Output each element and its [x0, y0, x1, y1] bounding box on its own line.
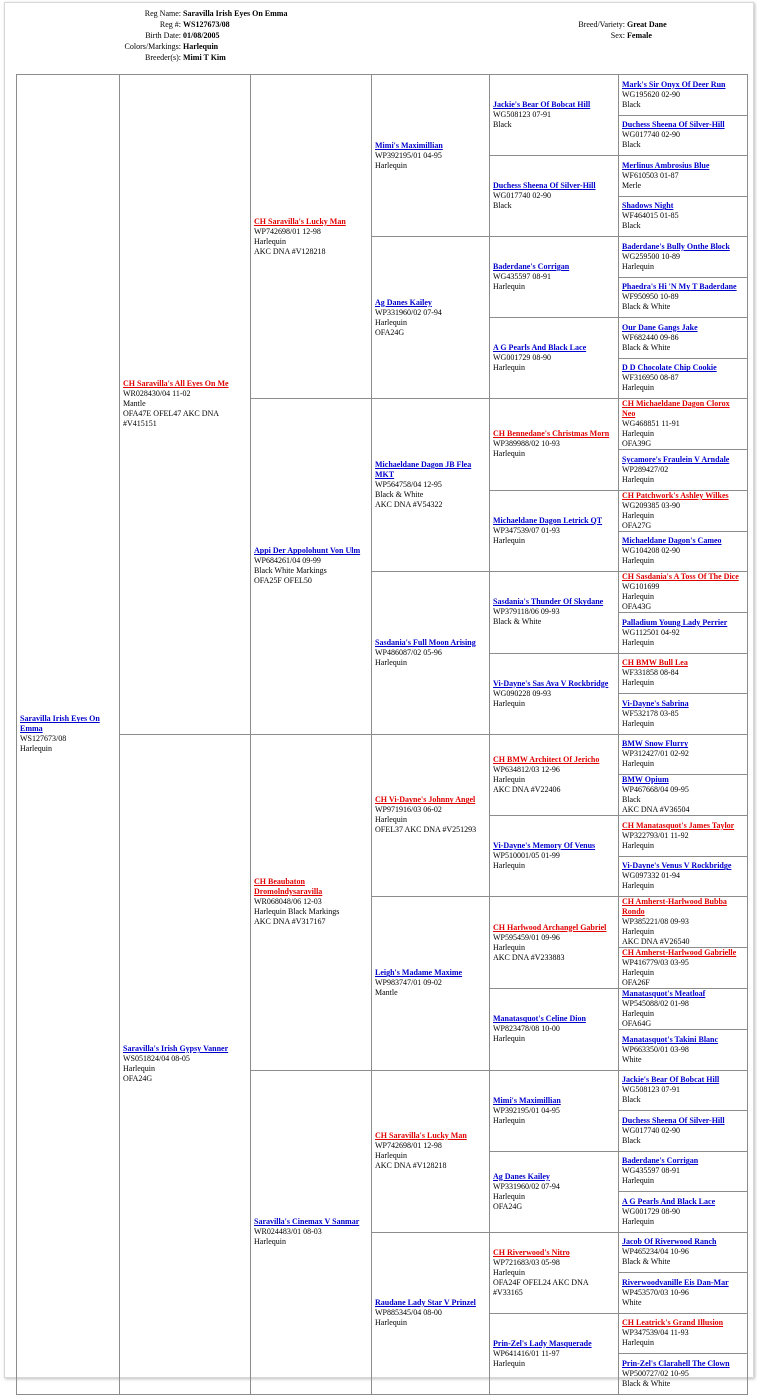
- dog-name-link[interactable]: Duchess Sheena Of Silver-Hill: [622, 120, 725, 130]
- pedigree-cell-gen5: [619, 399, 748, 450]
- dog-detail-line: WG508123 07-91: [622, 1085, 680, 1095]
- dog-detail-line: WP312427/01 02-92: [622, 749, 689, 759]
- dog-detail-line: Harlequin: [375, 1318, 407, 1327]
- pedigree-cell-gen2: [251, 1070, 372, 1394]
- dog-name-link[interactable]: Manatasquot's Takini Blanc: [622, 1034, 719, 1044]
- dog-detail-line: WP322793/01 11-92: [622, 830, 689, 840]
- pedigree-cell-gen4: [490, 1232, 619, 1313]
- dog-detail-line: Harlequin: [375, 815, 407, 825]
- dog-detail-line: WP634812/03 12-96: [493, 764, 560, 774]
- pedigree-cell-gen3: [372, 572, 490, 735]
- dog-detail-line: WF950950 10-89: [622, 292, 679, 302]
- dog-detail-line: WP347539/07 01-93: [493, 525, 560, 535]
- dog-detail-line: Harlequin: [493, 282, 525, 291]
- dog-detail-line: WP486087/02 05-96: [375, 647, 442, 657]
- pedigree-cell-gen4: [490, 490, 619, 572]
- dog-detail-line: AKC DNA #V128218: [254, 246, 326, 256]
- pedigree-cell-gen1: [120, 75, 251, 735]
- dog-detail-line: WP684261/04 09-99: [254, 556, 321, 566]
- dog-name-link[interactable]: Mimi's Maximillian: [493, 1095, 561, 1105]
- dog-detail-line: Harlequin: [622, 383, 654, 393]
- dog-detail-line: Harlequin: [622, 1216, 654, 1226]
- dog-detail-line: Harlequin: [622, 759, 654, 769]
- pedigree-cell-gen2: [251, 75, 372, 399]
- dog-name-link[interactable]: Vi-Dayne's Memory Of Venus: [493, 841, 596, 850]
- pedigree-cell-gen4: [490, 237, 619, 318]
- dog-name-link[interactable]: Palladium Young Lady Perrier: [622, 617, 728, 627]
- pedigree-cell-gen1: [120, 734, 251, 1394]
- pedigree-cell-gen4: [490, 572, 619, 654]
- dog-detail-line: Harlequin: [493, 363, 525, 372]
- dog-detail-line: Harlequin: [493, 942, 525, 952]
- dog-detail-line: Harlequin: [622, 556, 654, 566]
- breeder-value: Mimi T Kim: [183, 53, 226, 62]
- dog-detail-line: Black: [622, 795, 641, 804]
- pedigree-cell-gen4: [490, 318, 619, 399]
- dog-name-link[interactable]: Vi-Dayne's Sas Ava V Rockbridge: [493, 678, 609, 688]
- pedigree-cell-gen5: [619, 1151, 748, 1192]
- dog-detail-line: Black: [622, 140, 641, 150]
- dog-detail-line: Black & White: [622, 342, 671, 352]
- pedigree-cell-gen5: [619, 694, 748, 735]
- pedigree-cell-gen5: [619, 816, 748, 857]
- dog-detail-line: OFA39G: [622, 439, 652, 448]
- dog-detail-line: WG097332 01-94: [622, 871, 680, 881]
- dog-name-link[interactable]: Raudane Lady Star V Prinzel: [375, 1298, 476, 1307]
- dog-name-link[interactable]: Duchess Sheena Of Silver-Hill: [493, 181, 596, 190]
- dog-detail-line: Black & White: [622, 1378, 671, 1388]
- reg-name-label: Reg Name:: [144, 9, 181, 18]
- pedigree-cell-gen5: [619, 1354, 748, 1395]
- pedigree-cell-gen5: [619, 1070, 748, 1111]
- dog-detail-line: WP823478/08 10-00: [493, 1024, 560, 1034]
- dog-name-link[interactable]: CH Amherst-Harlwood Gabrielle: [622, 948, 737, 957]
- dog-detail-line: Harlequin: [493, 449, 525, 459]
- dog-detail-line: Harlequin: [254, 236, 286, 246]
- dog-name-link[interactable]: Saravilla Irish Eyes On Emma: [20, 714, 100, 734]
- dog-detail-line: Harlequin: [622, 1176, 654, 1186]
- pedigree-table: [16, 74, 748, 1395]
- dog-detail-line: WP289427/02: [622, 464, 669, 474]
- pedigree-row: [17, 734, 748, 775]
- dog-detail-line: Black & White: [375, 490, 424, 499]
- pedigree-cell-gen5: [619, 1273, 748, 1314]
- dog-name-link[interactable]: CH Harlwood Archangel Gabriel: [493, 922, 607, 932]
- dog-name-link[interactable]: Sasdania's Thunder Of Skydane: [493, 597, 604, 607]
- dog-name-link[interactable]: CH BMW Bull Lea: [622, 658, 688, 668]
- dog-detail-line: Harlequin: [622, 637, 654, 647]
- pedigree-cell-gen4: [490, 75, 619, 156]
- dog-detail-line: Harlequin: [493, 1034, 525, 1044]
- pedigree-cell-gen5: [619, 734, 748, 775]
- dog-detail-line: Black White Markings: [254, 566, 327, 576]
- dog-detail-line: Harlequin: [375, 160, 407, 170]
- dog-name-link[interactable]: BMW Opium: [622, 775, 669, 784]
- reg-no-value: WS127673/08: [183, 20, 230, 29]
- birth-date-value: 01/08/2005: [183, 31, 220, 40]
- pedigree-cell-gen5: [619, 1232, 748, 1273]
- dog-name-link[interactable]: CH Leatrick's Grand Illusion: [622, 1318, 724, 1328]
- dog-name-link[interactable]: Michaeldane Dagon's Cameo: [622, 536, 722, 546]
- pedigree-cell-gen4: [490, 734, 619, 816]
- dog-detail-line: WP500727/02 10-95: [622, 1368, 689, 1378]
- dog-detail-line: OFA25F OFEL50: [254, 576, 312, 586]
- dog-detail-line: Black & White: [493, 617, 542, 627]
- pedigree-cell-gen0: [17, 75, 120, 1395]
- dog-detail-line: Harlequin Black Markings: [254, 907, 340, 916]
- dog-detail-line: OFA24G: [123, 1074, 153, 1083]
- pedigree-cell-gen5: [619, 115, 748, 156]
- dog-detail-line: Harlequin: [622, 840, 654, 850]
- dog-detail-line: Harlequin: [254, 1237, 286, 1246]
- dog-detail-line: WG101699: [622, 582, 660, 591]
- sex-label: Sex:: [610, 31, 625, 40]
- dog-detail-line: WP742698/01 12-98: [375, 1141, 442, 1150]
- dog-detail-line: Harlequin: [20, 744, 52, 754]
- pedigree-cell-gen4: [490, 897, 619, 989]
- dog-detail-line: Harlequin: [493, 1358, 525, 1368]
- dog-detail-line: Harlequin: [375, 1151, 407, 1160]
- pedigree-cell-gen5: [619, 775, 748, 816]
- dog-name-link[interactable]: A G Pearls And Black Lace: [622, 1196, 716, 1206]
- dog-detail-line: WR028430/04 11-02: [123, 389, 191, 399]
- dog-detail-line: Harlequin: [493, 698, 525, 708]
- dog-detail-line: WG017740 02-90: [493, 191, 551, 200]
- dog-detail-line: Harlequin: [493, 1267, 525, 1277]
- dog-detail-line: AKC DNA #V22406: [493, 784, 561, 794]
- dog-name-link[interactable]: Leigh's Madame Maxime: [375, 968, 463, 978]
- breeder-label: Breeder(s):: [145, 53, 181, 62]
- dog-detail-line: OFA64G: [622, 1019, 652, 1028]
- dog-detail-line: WF464015 01-85: [622, 211, 679, 221]
- dog-detail-line: WP545088/02 01-98: [622, 999, 689, 1008]
- pedigree-cell-gen5: [619, 318, 748, 359]
- reg-name-value: Saravilla Irish Eyes On Emma: [183, 9, 288, 18]
- dog-detail-line: WP742698/01 12-98: [254, 226, 321, 236]
- dog-name-link[interactable]: Phaedra's Hi 'N My T Baderdane: [622, 282, 737, 292]
- breed-row: [505, 19, 667, 30]
- dog-detail-line: WG017740 02-90: [622, 1125, 680, 1135]
- colors-value: Harlequin: [183, 42, 219, 51]
- pedigree-cell-gen5: [619, 490, 748, 531]
- dog-name-link[interactable]: CH Patchwork's Ashley Wilkes: [622, 490, 729, 500]
- dog-detail-line: OFA24F OFEL24 AKC DNA #V33165: [493, 1277, 589, 1297]
- dog-detail-line: WP663350/01 03-98: [622, 1044, 689, 1054]
- dog-detail-line: WG001729 08-90: [622, 1206, 680, 1216]
- dog-detail-line: WP385221/08 09-93: [622, 917, 689, 926]
- dog-detail-line: WP564758/04 12-95: [375, 480, 442, 489]
- dog-name-link[interactable]: Baderdane's Corrigan: [493, 262, 570, 271]
- dog-name-link[interactable]: Vi-Dayne's Sabrina: [622, 698, 689, 708]
- dog-detail-line: Black: [622, 1135, 641, 1145]
- dog-name-link[interactable]: Vi-Dayne's Venus V Rockbridge: [622, 861, 732, 871]
- dog-detail-line: Black: [622, 1095, 641, 1105]
- pedigree-cell-gen5: [619, 1030, 748, 1071]
- dog-detail-line: WG468851 11-91: [622, 419, 680, 428]
- dog-detail-line: Harlequin: [622, 1009, 654, 1018]
- dog-name-link[interactable]: Jacob Of Riverwood Ranch: [622, 1237, 717, 1247]
- pedigree-cell-gen5: [619, 948, 748, 989]
- dog-detail-line: WP971916/03 06-02: [375, 805, 442, 815]
- dog-detail-line: AKC DNA #V317167: [254, 917, 326, 926]
- header-right: [505, 19, 667, 41]
- dog-name-link[interactable]: CH Beaubaton Dromolndysaravilla: [254, 877, 323, 896]
- dog-name-link[interactable]: CH Vi-Dayne's Johnny Angel: [375, 795, 476, 805]
- dog-detail-line: Harlequin: [375, 317, 407, 327]
- dog-name-link[interactable]: Duchess Sheena Of Silver-Hill: [622, 1115, 725, 1125]
- pedigree-cell-gen5: [619, 613, 748, 654]
- dog-name-link[interactable]: CH Saravilla's All Eyes On Me: [123, 379, 229, 389]
- dog-name-link[interactable]: Manatasquot's Meatloaf: [622, 989, 706, 998]
- dog-detail-line: Black & White: [622, 1257, 671, 1267]
- dog-detail-line: Black: [493, 120, 512, 129]
- dog-detail-line: Mantle: [375, 988, 398, 998]
- pedigree-cell-gen3: [372, 734, 490, 897]
- dog-name-link[interactable]: CH Manatasquot's James Taylor: [622, 820, 735, 830]
- dog-name-link[interactable]: Baderdane's Corrigan: [622, 1156, 699, 1166]
- dog-detail-line: WP595459/01 09-96: [493, 932, 560, 942]
- dog-detail-line: WP379118/06 09-93: [493, 607, 560, 617]
- dog-name-link[interactable]: CH Michaeldane Dagon Clorox Neo: [622, 399, 730, 418]
- pedigree-cell-gen3: [372, 75, 490, 237]
- pedigree-cell-gen4: [490, 1151, 619, 1232]
- dog-detail-line: Harlequin: [622, 1338, 654, 1348]
- dog-detail-line: OFA47E OFEL47 AKC DNA #V415151: [123, 409, 219, 429]
- dog-name-link[interactable]: Mimi's Maximillian: [375, 140, 443, 150]
- dog-detail-line: WP510001/05 01-99: [493, 851, 560, 860]
- pedigree-cell-gen5: [619, 1192, 748, 1233]
- dog-detail-line: AKC DNA #V128218: [375, 1161, 447, 1170]
- dog-name-link[interactable]: Prin-Zel's Clarahell The Clown: [622, 1358, 730, 1368]
- dog-name-link[interactable]: Michaeldane Dagon Letrick QT: [493, 515, 603, 525]
- birth-date-row: [5, 30, 287, 41]
- dog-detail-line: Harlequin: [622, 429, 654, 438]
- dog-name-link[interactable]: A G Pearls And Black Lace: [493, 343, 587, 352]
- pedigree-cell-gen5: [619, 1111, 748, 1152]
- pedigree-cell-gen4: [490, 1070, 619, 1151]
- dog-detail-line: WG508123 07-91: [493, 110, 551, 119]
- dog-detail-line: WF682440 09-86: [622, 332, 679, 342]
- dog-name-link[interactable]: Baderdane's Bully Onthe Block: [622, 241, 730, 251]
- dog-detail-line: Harlequin: [622, 510, 654, 520]
- pedigree-cell-gen5: [619, 856, 748, 897]
- dog-name-link[interactable]: Shadows Night: [622, 201, 674, 211]
- dog-detail-line: WF610503 01-87: [622, 170, 679, 180]
- pedigree-cell-gen5: [619, 531, 748, 572]
- dog-detail-line: OFEL37 AKC DNA #V251293: [375, 825, 477, 835]
- pedigree-row: [17, 75, 748, 116]
- dog-name-link[interactable]: Saravilla's Cinemax V Sanmar: [254, 1217, 360, 1226]
- dog-name-link[interactable]: CH Saravilla's Lucky Man: [254, 216, 346, 226]
- pedigree-cell-gen5: [619, 358, 748, 399]
- pedigree-cell-gen3: [372, 1070, 490, 1232]
- pedigree-cell-gen5: [619, 450, 748, 491]
- pedigree-cell-gen5: [619, 196, 748, 237]
- pedigree-cell-gen5: [619, 897, 748, 948]
- dog-detail-line: OFA24G: [375, 327, 405, 337]
- reg-no-row: [5, 19, 287, 30]
- dog-detail-line: WS127673/08: [20, 734, 67, 744]
- breed-label: Breed/Variety:: [578, 20, 625, 29]
- pedigree-cell-gen3: [372, 237, 490, 399]
- dog-detail-line: WG209385 03-90: [622, 500, 680, 510]
- dog-detail-line: Harlequin: [622, 718, 654, 728]
- dog-detail-line: Mantle: [123, 399, 146, 409]
- dog-detail-line: White: [622, 1054, 642, 1064]
- pedigree-body: [17, 75, 748, 1395]
- dog-detail-line: WR024483/01 08-03: [254, 1227, 322, 1236]
- dog-detail-line: Merle: [622, 180, 642, 190]
- dog-detail-line: WP392195/01 04-95: [493, 1105, 560, 1115]
- dog-detail-line: Harlequin: [493, 1191, 525, 1201]
- breed-value: Great Dane: [627, 20, 667, 29]
- dog-detail-line: WG112501 04-92: [622, 627, 680, 637]
- reg-name-row: [5, 8, 287, 19]
- dog-detail-line: WP641416/01 11-97: [493, 1348, 560, 1358]
- colors-label: Colors/Markings:: [124, 42, 181, 51]
- dog-detail-line: WG435597 08-91: [622, 1166, 680, 1176]
- dog-name-link[interactable]: CH Amherst-Harlwood Bubba Rondo: [622, 897, 727, 916]
- dog-name-link[interactable]: Manatasquot's Celine Dion: [493, 1014, 586, 1024]
- dog-name-link[interactable]: Our Dane Gangs Jake: [622, 322, 698, 332]
- dog-detail-line: Harlequin: [622, 474, 654, 484]
- dog-detail-line: White: [622, 1297, 642, 1307]
- dog-detail-line: Harlequin: [375, 657, 407, 667]
- pedigree-cell-gen5: [619, 989, 748, 1030]
- pedigree-cell-gen5: [619, 156, 748, 197]
- dog-name-link[interactable]: Michaeldane Dagon JB Flea MKT: [375, 460, 472, 479]
- dog-detail-line: OFA26F: [622, 978, 650, 987]
- dog-detail-line: Black & White: [622, 302, 671, 312]
- pedigree-cell-gen3: [372, 1232, 490, 1394]
- birth-date-label: Birth Date:: [145, 31, 181, 40]
- pedigree-cell-gen4: [490, 399, 619, 491]
- dog-detail-line: WP453570/03 10-96: [622, 1287, 689, 1297]
- dog-name-link[interactable]: BMW Snow Flurry: [622, 739, 689, 749]
- dog-name-link[interactable]: D D Chocolate Chip Cookie: [622, 363, 717, 373]
- dog-detail-line: WP885345/04 08-00: [375, 1308, 442, 1317]
- pedigree-cell-gen3: [372, 399, 490, 572]
- dog-detail-line: OFA24G: [493, 1201, 523, 1211]
- dog-detail-line: WF532178 03-85: [622, 708, 679, 718]
- dog-name-link[interactable]: Merlinus Ambrosius Blue: [622, 160, 710, 170]
- dog-name-link[interactable]: CH BMW Architect Of Jericho: [493, 754, 600, 764]
- dog-detail-line: AKC DNA #V54322: [375, 500, 443, 509]
- dog-detail-line: Harlequin: [622, 678, 654, 688]
- dog-detail-line: WR068048/06 12-03: [254, 897, 322, 906]
- dog-name-link[interactable]: CH Riverwood's Nitro: [493, 1247, 570, 1257]
- dog-detail-line: WF316950 08-87: [622, 373, 679, 383]
- dog-name-link[interactable]: Sasdania's Full Moon Arising: [375, 637, 476, 647]
- dog-detail-line: Harlequin: [493, 1115, 525, 1125]
- dog-name-link[interactable]: Jackie's Bear Of Bobcat Hill: [622, 1075, 720, 1085]
- dog-detail-line: OFA27G: [622, 520, 652, 530]
- dog-detail-line: WG259500 10-89: [622, 251, 680, 261]
- pedigree-cell-gen2: [251, 734, 372, 1070]
- pedigree-cell-gen5: [619, 572, 748, 613]
- dog-detail-line: WP721683/03 05-98: [493, 1257, 560, 1267]
- header-left: [5, 8, 287, 63]
- dog-detail-line: Harlequin: [493, 774, 525, 784]
- dog-name-link[interactable]: Ag Danes Kailey: [493, 1171, 550, 1181]
- dog-name-link[interactable]: Saravilla's Irish Gypsy Vanner: [123, 1044, 229, 1053]
- reg-no-label: Reg #:: [159, 20, 181, 29]
- dog-detail-line: WP467668/04 09-95: [622, 785, 689, 794]
- dog-detail-line: WP389988/02 10-93: [493, 439, 560, 449]
- dog-name-link[interactable]: Prin-Zel's Lady Masquerade: [493, 1338, 592, 1348]
- pedigree-cell-gen4: [490, 156, 619, 237]
- pedigree-cell-gen5: [619, 277, 748, 318]
- pedigree-cell-gen5: [619, 1313, 748, 1354]
- dog-detail-line: WP347539/04 11-93: [622, 1328, 689, 1338]
- dog-detail-line: WF331858 08-84: [622, 668, 679, 678]
- dog-detail-line: WG195620 02-90: [622, 89, 680, 99]
- dog-detail-line: WP983747/01 09-02: [375, 978, 442, 988]
- dog-detail-line: WS051824/04 08-05: [123, 1054, 190, 1063]
- pedigree-cell-gen2: [251, 399, 372, 735]
- dog-detail-line: Harlequin: [493, 535, 525, 545]
- dog-detail-line: WG090228 09-93: [493, 688, 551, 698]
- dog-name-link[interactable]: CH Sasdania's A Toss Of The Dice: [622, 572, 739, 581]
- dog-detail-line: WP416779/03 03-95: [622, 958, 689, 967]
- pedigree-cell-gen5: [619, 653, 748, 694]
- dog-name-link[interactable]: CH Saravilla's Lucky Man: [375, 1131, 467, 1140]
- dog-detail-line: Black: [622, 221, 641, 231]
- dog-name-link[interactable]: Ag Danes Kailey: [375, 297, 432, 307]
- dog-detail-line: Black: [493, 201, 512, 210]
- sex-row: [505, 30, 667, 41]
- pedigree-cell-gen5: [619, 237, 748, 278]
- dog-name-link[interactable]: CH Bennedane's Christmas Morn: [493, 429, 610, 439]
- breeder-row: [5, 52, 287, 63]
- dog-detail-line: Harlequin: [123, 1064, 155, 1073]
- dog-detail-line: Harlequin: [622, 881, 654, 891]
- dog-detail-line: WP331960/02 07-94: [375, 307, 442, 317]
- dog-detail-line: WG017740 02-90: [622, 130, 680, 140]
- dog-name-link[interactable]: Sycamore's Fraulein V Arndale: [622, 454, 730, 464]
- dog-detail-line: Harlequin: [493, 861, 525, 870]
- dog-detail-line: Harlequin: [622, 927, 654, 936]
- pedigree-cell-gen3: [372, 897, 490, 1071]
- dog-detail-line: WG435597 08-91: [493, 272, 551, 281]
- dog-detail-line: WG104208 02-90: [622, 546, 680, 556]
- sex-value: Female: [627, 31, 652, 40]
- pedigree-cell-gen4: [490, 653, 619, 734]
- dog-name-link[interactable]: Appi Der Appolohunt Von Ulm: [254, 546, 361, 556]
- dog-detail-line: AKC DNA #V36504: [622, 805, 690, 814]
- dog-detail-line: WP465234/04 10-96: [622, 1247, 689, 1257]
- colors-row: [5, 41, 287, 52]
- dog-name-link[interactable]: Mark's Sir Onyx Of Deer Run: [622, 79, 726, 89]
- dog-detail-line: Black: [622, 99, 641, 109]
- dog-detail-line: OFA43G: [622, 602, 652, 611]
- dog-detail-line: WP392195/01 04-95: [375, 150, 442, 160]
- dog-detail-line: Harlequin: [622, 968, 654, 977]
- dog-detail-line: AKC DNA #V26540: [622, 937, 690, 946]
- dog-name-link[interactable]: Riverwoodvanille Eis Dan-Mar: [622, 1277, 729, 1287]
- dog-detail-line: Harlequin: [622, 592, 654, 601]
- dog-name-link[interactable]: Jackie's Bear Of Bobcat Hill: [493, 100, 591, 109]
- dog-detail-line: Harlequin: [622, 261, 654, 271]
- pedigree-cell-gen4: [490, 816, 619, 897]
- pedigree-cell-gen5: [619, 75, 748, 116]
- pedigree-cell-gen4: [490, 989, 619, 1071]
- dog-detail-line: WG001729 08-90: [493, 353, 551, 362]
- dog-detail-line: WP331960/02 07-94: [493, 1181, 560, 1191]
- dog-detail-line: AKC DNA #V233883: [493, 952, 565, 962]
